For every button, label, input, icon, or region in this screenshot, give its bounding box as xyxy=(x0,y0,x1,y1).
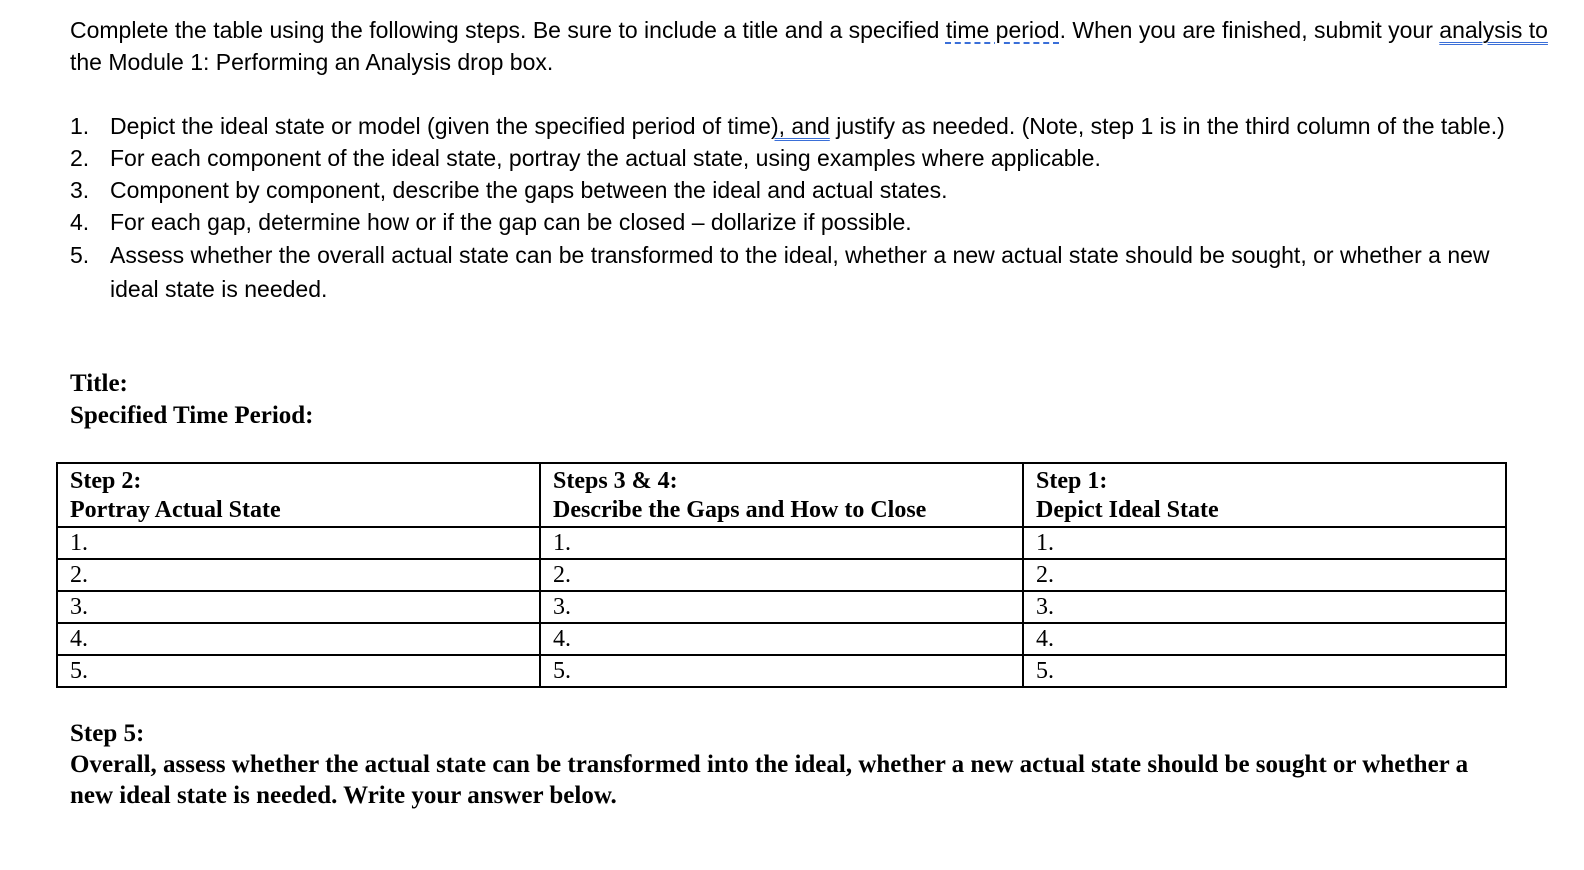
table-cell[interactable]: 2. xyxy=(1023,559,1506,591)
header-line: Step 1: xyxy=(1036,468,1108,494)
table-cell[interactable]: 1. xyxy=(57,527,540,559)
step-number: 4. xyxy=(70,209,90,235)
table-cell[interactable]: 1. xyxy=(1023,527,1506,559)
table-cell[interactable]: 3. xyxy=(540,591,1023,623)
step5-heading: Step 5: xyxy=(70,720,145,747)
step-text: For each gap, determine how or if the gap can be closed – dollarize if possible. xyxy=(110,209,912,235)
table-header-row xyxy=(57,463,1506,527)
step-text: Depict the ideal state or model (given the specified period of time xyxy=(110,113,771,139)
step-number: 5. xyxy=(70,242,90,268)
step-number: 3. xyxy=(70,177,90,203)
analysis-meta xyxy=(70,368,314,432)
table-cell[interactable]: 5. xyxy=(1023,655,1506,687)
step-item-1 xyxy=(70,110,1520,142)
table-cell[interactable]: 4. xyxy=(540,623,1023,655)
step-item-5 xyxy=(70,238,1520,306)
step5-body: Overall, assess whether the actual state can be transformed into the ideal, whether a new actual state should be sought or whether a new ideal state is needed. Write your answer below. xyxy=(70,751,1469,809)
table-row xyxy=(57,655,1506,687)
intro-analysis-to: analysis to xyxy=(1439,17,1548,43)
table-row xyxy=(57,623,1506,655)
intro-time-period: time period xyxy=(945,17,1060,43)
table-cell[interactable]: 1. xyxy=(540,527,1023,559)
header-line: Step 2: xyxy=(70,468,142,494)
table-row xyxy=(57,559,1506,591)
instructions-intro xyxy=(70,14,1550,78)
header-gaps xyxy=(540,463,1023,527)
header-line: Steps 3 & 4: xyxy=(553,468,678,494)
step-item-2 xyxy=(70,142,1520,174)
table-row xyxy=(57,527,1506,559)
intro-text-part2: . When you are finished, submit your xyxy=(1059,17,1440,43)
header-actual-state xyxy=(57,463,540,527)
header-line: Portray Actual State xyxy=(70,497,281,523)
table-cell[interactable]: 2. xyxy=(540,559,1023,591)
intro-text-part1: Complete the table using the following steps. Be sure to include a title and a specified xyxy=(70,17,946,43)
table-row xyxy=(57,591,1506,623)
step-text: For each component of the ideal state, portray the actual state, using examples where applicable. xyxy=(110,145,1101,171)
step-number: 1. xyxy=(70,113,90,139)
analysis-table xyxy=(56,462,1507,688)
steps-list xyxy=(70,110,1520,306)
time-period-label: Specified Time Period: xyxy=(70,402,314,429)
step-item-4 xyxy=(70,206,1520,238)
step-text: Component by component, describe the gaps between the ideal and actual states. xyxy=(110,177,948,203)
step-text-underlined: ), and xyxy=(770,113,830,139)
step-text: justify as needed. (Note, step 1 is in the third column of the table.) xyxy=(829,113,1505,139)
table-cell[interactable]: 4. xyxy=(57,623,540,655)
header-ideal-state xyxy=(1023,463,1506,527)
intro-text-part3: the Module 1: Performing an Analysis drop box. xyxy=(70,49,554,75)
step5-section xyxy=(70,718,1510,811)
step-item-3 xyxy=(70,174,1520,206)
intro-paragraph xyxy=(70,14,1550,78)
title-label: Title: xyxy=(70,370,128,397)
step-number: 2. xyxy=(70,145,90,171)
header-line: Depict Ideal State xyxy=(1036,497,1219,523)
table-cell[interactable]: 5. xyxy=(57,655,540,687)
table-cell[interactable]: 2. xyxy=(57,559,540,591)
table-cell[interactable]: 5. xyxy=(540,655,1023,687)
table-cell[interactable]: 3. xyxy=(57,591,540,623)
header-line: Describe the Gaps and How to Close xyxy=(553,497,927,523)
table-cell[interactable]: 4. xyxy=(1023,623,1506,655)
step-text: Assess whether the overall actual state can be transformed to the ideal, whether a new actual state should be sought, or whether a new ideal state is needed. xyxy=(110,242,1490,302)
table-cell[interactable]: 3. xyxy=(1023,591,1506,623)
